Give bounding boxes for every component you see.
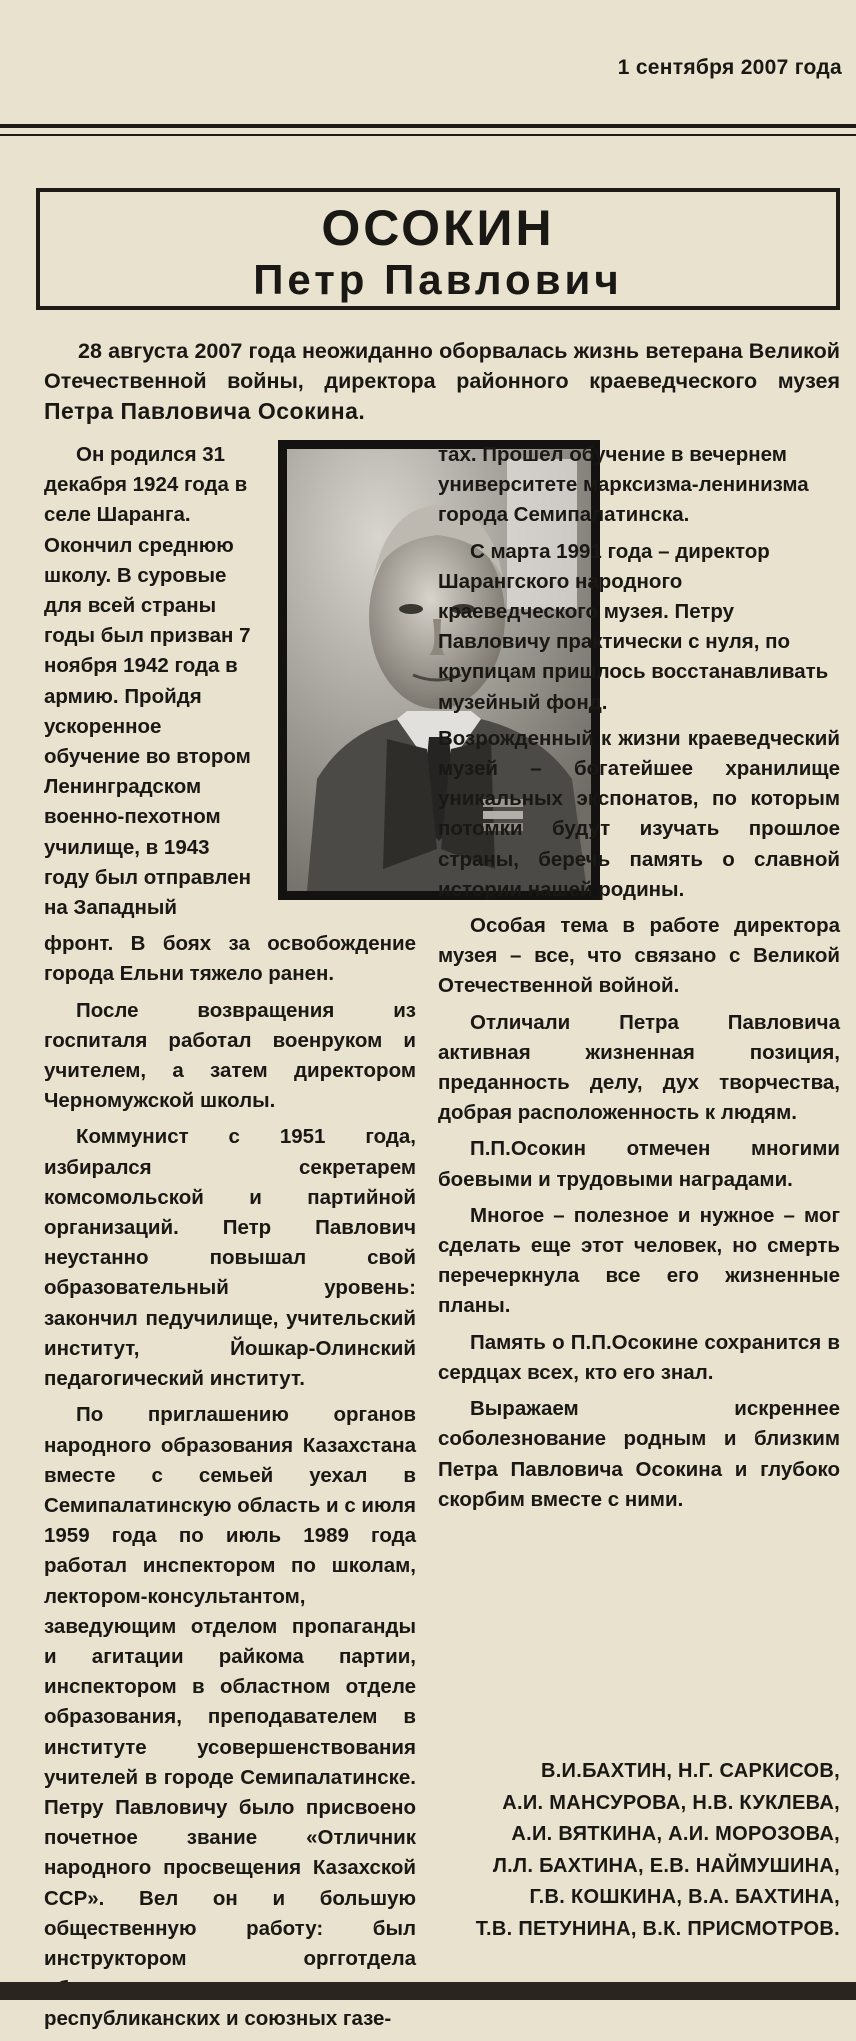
signature-line: В.И.БАХТИН, Н.Г. САРКИСОВ, [540, 1760, 840, 1782]
signatures-block [476, 1756, 840, 1945]
paragraph-character: Отличали Петра Павловича активная жизненная позиция, преданность делу, дух творчества, добрая расположенность к людям. [438, 1010, 840, 1125]
article-column-left [44, 440, 416, 2041]
obituary-title-box [36, 188, 840, 310]
signature-line: Г.В. КОШКИНА, В.А. БАХТИНА, [529, 1886, 840, 1908]
obituary-surname: ОСОКИН [321, 200, 555, 256]
paragraph-university: тах. Прошел обучение в вечернем университете марксизма-ленинизма города Семипалатинска. [438, 443, 809, 527]
paragraph-war-theme: Особая тема в работе директора музея – все, что связано с Великой Отечественной войной. [438, 914, 840, 998]
paragraph-condolences: Выражаем искреннее соболезнование родным и близким Петра Павловича Осокина и глубоко скорбим вместе с ними. [438, 1397, 840, 1511]
paragraph-communist: Коммунист с 1951 года, избирался секретарем комсомольской и партийной организаций. Петр Павлович неустанно повышал свой образовательный уровень: закончил педучилище, учительский институт, Йошкар-Олинский педагогический институт. [44, 1125, 416, 1391]
next-article-edge [0, 1982, 856, 2000]
paragraph-museum-director: С марта 1991 года – директор Шарангского народного краеведческого музея. Петру Павловичу практически с нуля, по крупицам пришлось восстанавливать музейный фонд. [438, 539, 829, 714]
paragraph-after-hospital: После возвращения из госпиталя работал военруком и учителем, а затем директором Черномужской школы. [44, 998, 416, 1113]
paragraph-awards: П.П.Осокин отмечен многими боевыми и трудовыми наградами. [438, 1137, 840, 1191]
paragraph-museum: Возрожденный к жизни краеведческий музей – богатейшее хранилище уникальных экспонатов, по которым потомки будут изучать прошлое страны, беречь память о славной истории нашей родины. [438, 726, 840, 901]
signature-line: А.И. МАНСУРОВА, Н.В. КУКЛЕВА, [502, 1791, 840, 1814]
article-column-right [438, 440, 840, 1521]
signature-line: Л.Л. БАХТИНА, Е.В. НАЙМУШИНА, [492, 1854, 840, 1877]
paragraph-front: фронт. В боях за освобождение города Ельни тяжело ранен. [44, 932, 416, 986]
lead-paragraph [44, 336, 840, 427]
paragraph-birth: Он родился 31 декабря 1924 года в селе Шаранга. Окончил среднюю школу. В суровые для всей страны годы был призван 7 ноября 1942 года в армию. Пройдя ускоренное обучение во втором Ленинградском военно-пехотном училище, в 1943 году был отправлен на Западный [44, 443, 251, 920]
signature-line: Т.В. ПЕТУНИНА, В.К. ПРИСМОТРОВ. [475, 1917, 840, 1940]
lead-name: Петра Павловича Осокина. [44, 398, 366, 424]
signature-line: А.И. ВЯТКИНА, А.И. МОРОЗОВА, [511, 1823, 840, 1845]
header-rule-thick [0, 124, 856, 128]
paragraph-plans: Многое – полезное и нужное – мог сделать еще этот человек, но смерть перечеркнула все его жизненные планы. [438, 1203, 840, 1318]
issue-date: 1 сентября 2007 года [617, 56, 842, 79]
header-rule-thin [0, 134, 856, 136]
obituary-given-name: Петр Павлович [253, 256, 623, 303]
paragraph-kazakhstan: По приглашению органов народного образования Казахстана вместе с семьей уехал в Семипалатинскую область и с июля 1959 года по июль 1989 года работал инспектором по школам, лектором-консультантом, заведующим отделом пропаганды и агитации райкома партии, инспектором в областном отделе образования, преподавателем в институте усовершенствования учителей в городе Семипалатинске. Петру Павловичу было присвоено почетное звание «Отличник народного просвещения Казахской ССР». Вел он и большую общественную работу: был инструктором оргготдела республиканских и союзных газе- [44, 1403, 417, 2031]
lead-text: 28 августа 2007 года неожиданно оборвалась жизнь ветерана Великой Отечественной войны, директора районного краеведческого музея [44, 339, 840, 393]
paragraph-memory: Память о П.П.Осокине сохранится в сердцах всех, кто его знал. [438, 1330, 840, 1384]
